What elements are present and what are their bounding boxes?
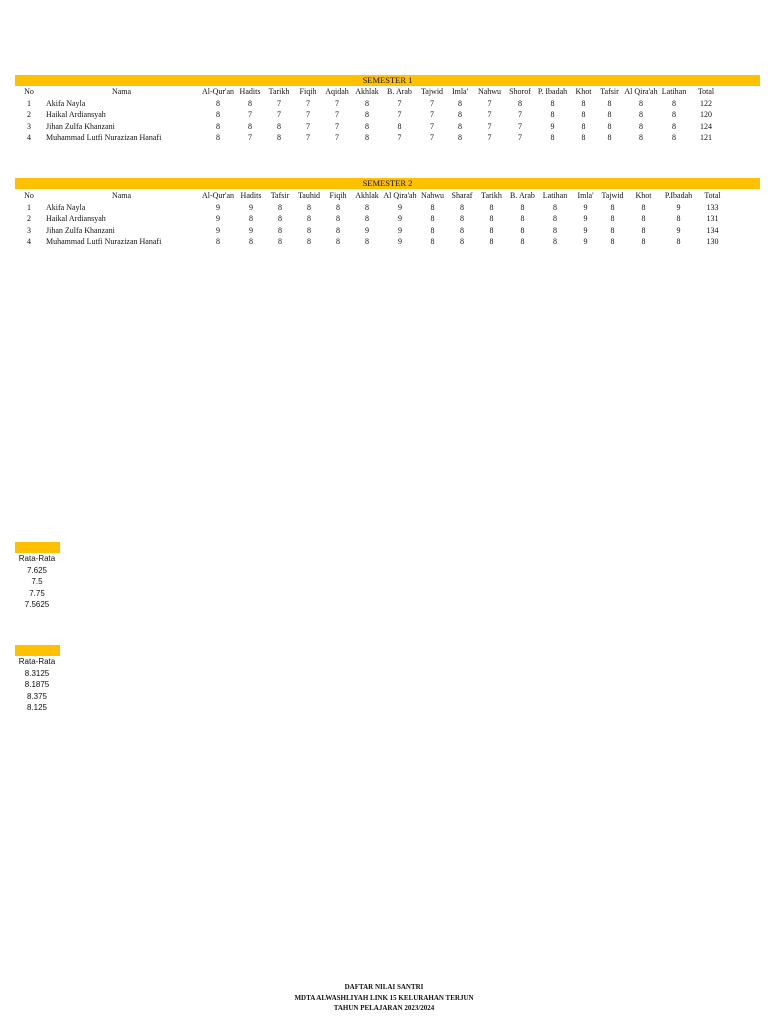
table-cell: 7 <box>306 133 310 143</box>
table-cell: 8 <box>365 214 369 224</box>
table-cell: 130 <box>706 237 719 247</box>
table-cell: 8 <box>672 98 676 108</box>
semester-2-table <box>15 190 730 248</box>
table-cell: 9 <box>676 225 681 235</box>
table-cell: 8 <box>607 133 612 143</box>
table-cell: 8 <box>216 133 220 143</box>
column-header: Total <box>704 191 721 200</box>
table-cell: 7 <box>306 110 310 120</box>
table-cell: 8 <box>639 110 643 120</box>
average-1-block <box>14 553 60 611</box>
column-header: Nahwu <box>477 87 502 96</box>
table-cell: 8 <box>430 202 435 212</box>
table-cell: 8 <box>216 98 220 108</box>
column-header: Tafsir <box>270 191 290 200</box>
student-name-cell: Haikal Ardiansyah <box>46 110 106 120</box>
column-header: Akhlak <box>355 87 379 96</box>
column-header: Khot <box>575 87 592 96</box>
table-cell: 133 <box>706 202 719 212</box>
table-cell: 8 <box>639 121 643 131</box>
table-cell: 7 <box>518 133 522 143</box>
table-cell: 8 <box>489 214 494 224</box>
table-cell: 4 <box>27 133 31 143</box>
column-header: Aqidah <box>325 87 349 96</box>
student-name-cell: Akifa Nayla <box>46 202 86 212</box>
table-cell: 8 <box>277 121 281 131</box>
column-header: Tajwid <box>420 87 444 96</box>
table-cell: 8 <box>672 110 676 120</box>
table-cell: 9 <box>365 225 369 235</box>
column-header: Tajwid <box>601 191 624 200</box>
table-cell: 8 <box>430 237 435 247</box>
table-row <box>15 236 730 248</box>
column-header: Latihan <box>661 87 687 96</box>
table-cell: 8 <box>639 98 643 108</box>
table-cell: 8 <box>365 133 369 143</box>
table-cell: 8 <box>676 214 681 224</box>
column-header: Total <box>697 87 715 96</box>
column-header: Imla' <box>577 191 594 200</box>
table-cell: 8 <box>553 214 557 224</box>
table-cell: 8 <box>248 98 252 108</box>
table-cell: 1 <box>27 98 31 108</box>
table-cell: 8 <box>610 225 615 235</box>
table-cell: 7 <box>487 110 492 120</box>
column-header: Shorof <box>509 87 531 96</box>
table-cell: 120 <box>700 110 712 120</box>
table-cell: 8 <box>641 202 646 212</box>
column-header: Tauhid <box>297 191 321 200</box>
table-cell: 8 <box>397 121 402 131</box>
column-header: Fiqih <box>329 191 347 200</box>
table-cell: 8 <box>365 121 369 131</box>
average-1-value: 7.75 <box>29 588 45 598</box>
table-cell: 8 <box>216 110 220 120</box>
table-cell: 8 <box>520 214 525 224</box>
table-cell: 8 <box>641 225 646 235</box>
column-header: Nahwu <box>420 191 445 200</box>
average-1-value: 7.5625 <box>24 600 50 610</box>
table-cell: 7 <box>430 98 434 108</box>
column-header: Nama <box>111 87 132 96</box>
table-cell: 8 <box>489 237 494 247</box>
average-2-label: Rata-Rata <box>18 657 56 666</box>
table-cell: 7 <box>430 110 434 120</box>
table-cell: 7 <box>487 133 492 143</box>
table-cell: 8 <box>460 237 464 247</box>
table-cell: 9 <box>249 225 253 235</box>
header-row <box>15 86 723 98</box>
column-header: Al Qira'ah <box>383 191 417 200</box>
table-cell: 9 <box>583 202 588 212</box>
table-cell: 8 <box>639 133 643 143</box>
table-cell: 8 <box>610 237 615 247</box>
footer-year: TAHUN PELAJARAN 2023/2024 <box>333 1004 435 1012</box>
document-footer <box>0 982 768 1014</box>
average-1-value: 7.5 <box>31 577 43 587</box>
table-cell: 131 <box>706 214 719 224</box>
table-cell: 8 <box>249 214 253 224</box>
table-cell: 2 <box>27 214 31 224</box>
table-cell: 9 <box>398 214 402 224</box>
table-cell: 8 <box>458 121 462 131</box>
table-cell: 7 <box>430 133 434 143</box>
table-cell: 8 <box>430 225 435 235</box>
table-cell: 3 <box>27 225 31 235</box>
table-cell: 8 <box>607 121 612 131</box>
table-cell: 8 <box>641 214 646 224</box>
average-2-block <box>14 656 60 714</box>
table-cell: 8 <box>553 202 557 212</box>
column-header: Hadits <box>240 191 262 200</box>
table-cell: 8 <box>553 237 557 247</box>
table-cell: 8 <box>520 225 525 235</box>
table-cell: 8 <box>518 98 522 108</box>
table-row <box>15 132 723 144</box>
column-header: Tafsir <box>600 87 619 96</box>
table-cell: 8 <box>430 214 435 224</box>
table-cell: 8 <box>553 225 557 235</box>
table-cell: 8 <box>641 237 646 247</box>
table-cell: 8 <box>520 202 525 212</box>
table-cell: 7 <box>248 133 252 143</box>
column-header: No <box>24 87 34 96</box>
student-name-cell: Akifa Nayla <box>46 98 86 108</box>
table-cell: 8 <box>610 202 615 212</box>
table-cell: 7 <box>335 98 339 108</box>
table-cell: 8 <box>610 214 615 224</box>
table-cell: 8 <box>336 202 340 212</box>
table-cell: 8 <box>216 237 220 247</box>
column-header: Latihan <box>542 191 568 200</box>
table-cell: 8 <box>460 214 464 224</box>
table-cell: 8 <box>458 133 462 143</box>
average-2-value: 8.125 <box>26 703 48 713</box>
average-1-label: Rata-Rata <box>18 554 56 563</box>
table-cell: 8 <box>307 225 311 235</box>
student-name-cell: Muhammad Lutfi Nurazizan Hanafi <box>46 237 162 247</box>
table-cell: 8 <box>336 237 340 247</box>
table-cell: 9 <box>583 214 588 224</box>
column-header: Imla' <box>451 87 469 96</box>
table-cell: 8 <box>489 225 494 235</box>
table-cell: 7 <box>487 121 492 131</box>
table-cell: 8 <box>277 133 281 143</box>
table-cell: 9 <box>583 225 588 235</box>
table-cell: 9 <box>249 202 253 212</box>
table-cell: 7 <box>518 110 522 120</box>
table-row <box>15 121 723 133</box>
column-header: Al-Qur'an <box>201 191 235 200</box>
table-cell: 8 <box>307 214 311 224</box>
table-cell: 8 <box>278 237 282 247</box>
table-cell: 121 <box>700 133 712 143</box>
table-cell: 7 <box>397 110 402 120</box>
column-header: B. Arab <box>510 191 535 200</box>
column-header: Fiqih <box>299 87 317 96</box>
table-row <box>15 202 730 214</box>
table-cell: 7 <box>430 121 434 131</box>
table-cell: 8 <box>458 98 462 108</box>
column-header: P. Ibadah <box>537 87 568 96</box>
table-row <box>15 98 723 110</box>
table-cell: 8 <box>307 237 311 247</box>
table-cell: 7 <box>306 98 310 108</box>
table-cell: 9 <box>583 237 588 247</box>
table-cell: 8 <box>307 202 311 212</box>
semester-1-title: SEMESTER 1 <box>15 75 760 86</box>
column-header: Tarikh <box>268 87 290 96</box>
column-header: B. Arab <box>387 87 412 96</box>
average-2-value: 8.1875 <box>24 680 50 690</box>
table-cell: 8 <box>672 121 676 131</box>
table-cell: 8 <box>248 121 252 131</box>
table-cell: 8 <box>581 121 586 131</box>
average-2-value: 8.3125 <box>24 668 50 678</box>
table-row <box>15 213 730 225</box>
table-cell: 8 <box>676 237 681 247</box>
table-cell: 8 <box>607 110 612 120</box>
average-1-value: 7.625 <box>26 565 48 575</box>
table-cell: 9 <box>216 202 220 212</box>
table-cell: 8 <box>550 133 555 143</box>
table-cell: 7 <box>335 110 339 120</box>
table-cell: 4 <box>27 237 31 247</box>
table-cell: 7 <box>277 98 281 108</box>
table-cell: 7 <box>487 98 492 108</box>
table-cell: 9 <box>216 225 220 235</box>
table-cell: 8 <box>672 133 676 143</box>
semester-2-title: SEMESTER 2 <box>15 178 760 189</box>
student-name-cell: Jihan Zulfa Khanzani <box>46 225 115 235</box>
column-header: Nama <box>111 191 132 200</box>
table-cell: 7 <box>277 110 281 120</box>
table-cell: 8 <box>365 110 369 120</box>
table-cell: 7 <box>335 121 339 131</box>
table-cell: 8 <box>460 202 464 212</box>
table-cell: 8 <box>581 110 586 120</box>
table-cell: 8 <box>550 98 555 108</box>
column-header: Akhlak <box>355 191 379 200</box>
column-header: Al Qira'ah <box>624 87 658 96</box>
header-row <box>15 190 730 202</box>
table-cell: 8 <box>365 237 369 247</box>
table-cell: 122 <box>700 98 712 108</box>
column-header: Tarikh <box>481 191 502 200</box>
student-name-cell: Muhammad Lutfi Nurazizan Hanafi <box>46 133 162 143</box>
table-cell: 8 <box>336 225 340 235</box>
table-cell: 8 <box>336 214 340 224</box>
average-2-band <box>15 645 60 656</box>
column-header: Khot <box>635 191 652 200</box>
table-cell: 8 <box>581 98 586 108</box>
column-header: Sharaf <box>451 191 473 200</box>
table-row <box>15 109 723 121</box>
table-cell: 2 <box>27 110 31 120</box>
column-header: P.Ibadah <box>664 191 693 200</box>
table-cell: 7 <box>397 133 402 143</box>
table-cell: 9 <box>398 202 402 212</box>
table-cell: 8 <box>458 110 462 120</box>
average-2-value: 8.375 <box>26 691 48 701</box>
semester-1-table <box>15 86 723 144</box>
table-cell: 8 <box>581 133 586 143</box>
table-cell: 8 <box>278 214 282 224</box>
footer-school: MDTA ALWASHLIYAH LINK 15 KELURAHAN TERJUN <box>294 993 474 1002</box>
table-cell: 7 <box>335 133 339 143</box>
table-cell: 7 <box>306 121 310 131</box>
table-cell: 8 <box>550 110 555 120</box>
table-cell: 8 <box>216 121 220 131</box>
table-cell: 8 <box>278 202 282 212</box>
table-cell: 9 <box>216 214 220 224</box>
table-cell: 9 <box>398 225 402 235</box>
column-header: No <box>24 191 34 200</box>
table-cell: 8 <box>460 225 464 235</box>
table-cell: 1 <box>27 202 31 212</box>
table-cell: 9 <box>550 121 555 131</box>
table-cell: 7 <box>518 121 522 131</box>
student-name-cell: Haikal Ardiansyah <box>46 214 106 224</box>
table-cell: 9 <box>676 202 681 212</box>
table-cell: 8 <box>365 202 369 212</box>
table-cell: 8 <box>249 237 253 247</box>
table-cell: 8 <box>607 98 612 108</box>
table-cell: 3 <box>27 121 31 131</box>
student-name-cell: Jihan Zulfa Khanzani <box>46 121 115 131</box>
table-cell: 9 <box>398 237 402 247</box>
table-row <box>15 225 730 237</box>
column-header: Al-Qur'an <box>201 87 235 96</box>
table-cell: 8 <box>489 202 494 212</box>
table-cell: 8 <box>365 98 369 108</box>
table-cell: 7 <box>248 110 252 120</box>
column-header: Hadits <box>239 87 261 96</box>
table-cell: 8 <box>520 237 525 247</box>
table-cell: 8 <box>278 225 282 235</box>
table-cell: 7 <box>397 98 402 108</box>
table-cell: 124 <box>700 121 712 131</box>
footer-title: DAFTAR NILAI SANTRI <box>344 983 424 991</box>
average-1-band <box>15 542 60 553</box>
table-cell: 134 <box>706 225 719 235</box>
